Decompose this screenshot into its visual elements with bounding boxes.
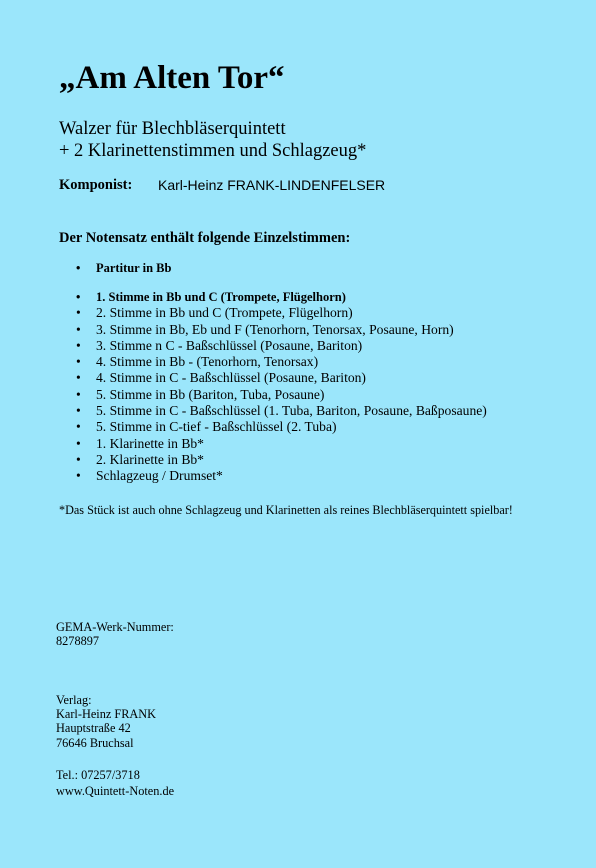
bullet: • xyxy=(76,403,81,419)
composer-row xyxy=(59,177,386,194)
list-item xyxy=(76,289,487,305)
list-item-label: Partitur in Bb xyxy=(96,261,172,275)
list-item xyxy=(76,419,487,435)
parts-list xyxy=(76,289,487,485)
list-item-label: 4. Stimme in C - Baßschlüssel (Posaune, Bariton) xyxy=(96,370,366,386)
list-item xyxy=(76,370,487,386)
phone: Tel.: 07257/3718 xyxy=(56,768,140,782)
list-item-label: 5. Stimme in Bb (Bariton, Tuba, Posaune) xyxy=(96,386,325,402)
list-item xyxy=(76,305,487,321)
bullet: • xyxy=(76,354,81,370)
list-item xyxy=(76,338,487,354)
list-item xyxy=(76,403,487,419)
bullet: • xyxy=(76,468,81,484)
list-item-label: 5. Stimme in C-tief - Baßschlüssel (2. Tuba) xyxy=(96,419,337,435)
publisher-name: Karl-Heinz FRANK xyxy=(56,707,157,722)
bullet: • xyxy=(76,451,81,467)
list-item-label: 2. Stimme in Bb und C (Trompete, Flügelhorn) xyxy=(96,305,353,321)
bullet: • xyxy=(76,337,81,353)
gema-number: 8278897 xyxy=(56,634,100,649)
contact-block xyxy=(56,768,174,799)
bullet: • xyxy=(76,419,81,435)
list-item xyxy=(76,354,487,370)
list-item-label: 5. Stimme in C - Baßschlüssel (1. Tuba, Bariton, Posaune, Baßposaune) xyxy=(96,403,487,419)
composer-name: Karl-Heinz FRANK-LINDENFELSER xyxy=(158,177,386,193)
gema-block xyxy=(56,620,174,648)
list-item-label: 2. Klarinette in Bb* xyxy=(96,451,204,467)
bullet: • xyxy=(76,321,81,337)
list-item xyxy=(76,322,487,338)
publisher-label: Verlag: xyxy=(56,693,92,707)
page-title: „Am Alten Tor“ xyxy=(59,60,285,96)
list-item-label: 3. Stimme n C - Baßschlüssel (Posaune, Bariton) xyxy=(96,337,363,353)
list-item-label: 1. Stimme in Bb und C (Trompete, Flügelhorn) xyxy=(96,290,346,304)
website: www.Quintett-Noten.de xyxy=(56,783,175,798)
bullet: • xyxy=(76,435,81,451)
list-item-label: 4. Stimme in Bb - (Tenorhorn, Tenorsax) xyxy=(96,354,319,370)
bullet: • xyxy=(76,261,81,275)
bullet: • xyxy=(76,386,81,402)
publisher-street: Hauptstraße 42 xyxy=(56,721,131,736)
list-item-label: 3. Stimme in Bb, Eb und F (Tenorhorn, Tenorsax, Posaune, Horn) xyxy=(96,321,454,337)
subtitle xyxy=(59,118,366,162)
publisher-block xyxy=(56,693,156,750)
list-item xyxy=(76,468,487,484)
gema-label: GEMA-Werk-Nummer: xyxy=(56,620,174,634)
subtitle-line-1: Walzer für Blechbläserquintett xyxy=(59,119,286,139)
list-item xyxy=(76,452,487,468)
bullet: • xyxy=(76,290,81,304)
footnote: *Das Stück ist auch ohne Schlagzeug und Klarinetten als reines Blechbläserquintett spielbar! xyxy=(59,503,513,517)
list-item-label: Schlagzeug / Drumset* xyxy=(96,468,223,484)
publisher-city: 76646 Bruchsal xyxy=(56,735,134,750)
list-item-label: 1. Klarinette in Bb* xyxy=(96,435,204,451)
list-item xyxy=(76,387,487,403)
list-item xyxy=(76,436,487,452)
subtitle-line-2: + 2 Klarinettenstimmen und Schlagzeug* xyxy=(59,141,367,161)
score-list xyxy=(76,260,171,277)
bullet: • xyxy=(76,370,81,386)
list-item xyxy=(76,260,171,277)
bullet: • xyxy=(76,305,81,321)
parts-intro: Der Notensatz enthält folgende Einzelstimmen: xyxy=(59,230,351,246)
composer-label: Komponist: xyxy=(59,177,133,193)
